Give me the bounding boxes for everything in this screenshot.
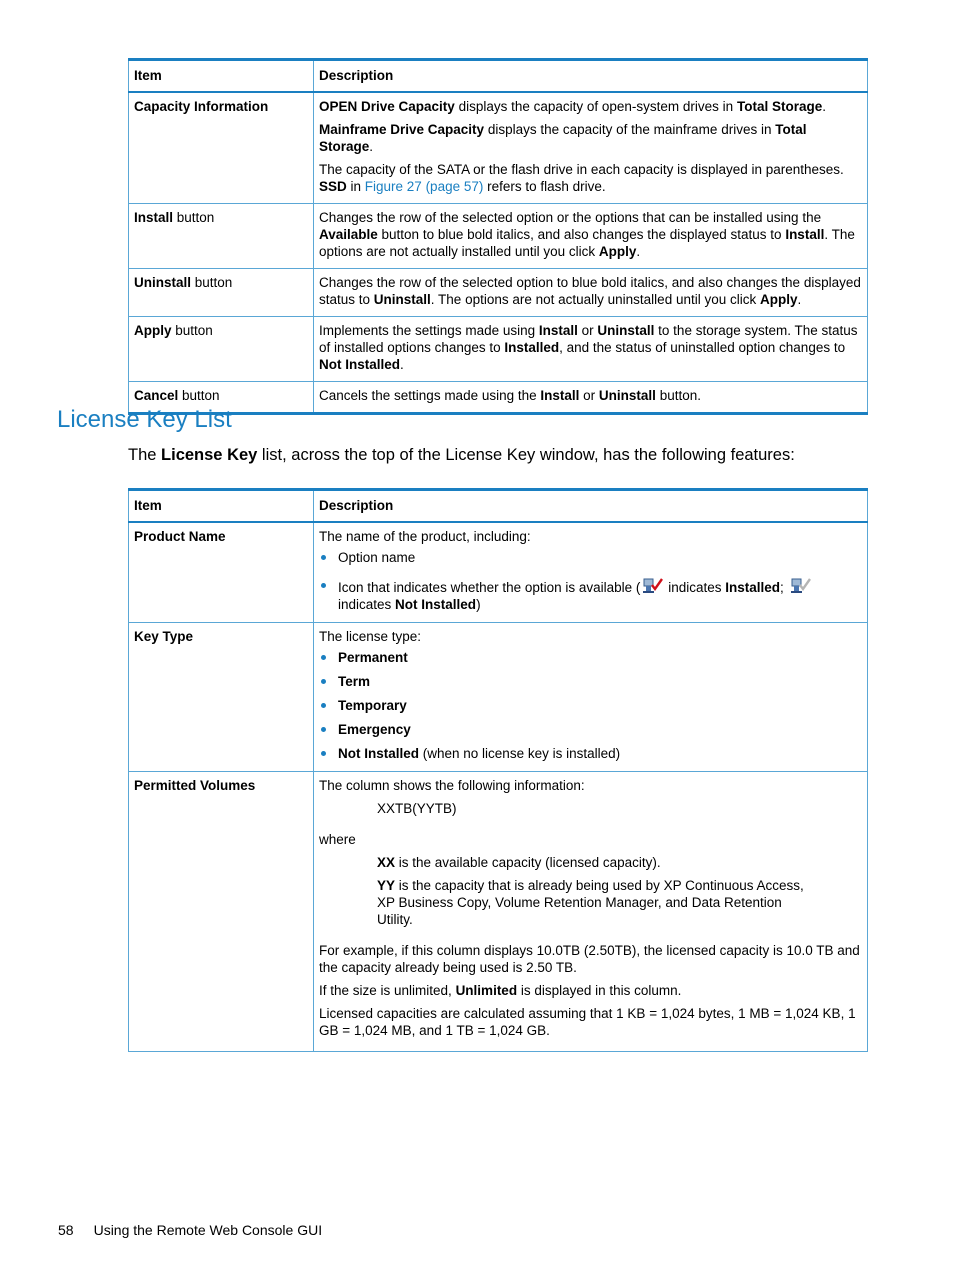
- header-item: Item: [129, 60, 314, 93]
- text: .: [400, 357, 404, 372]
- item-label: Cancel: [134, 388, 179, 403]
- text: If the size is unlimited,: [319, 983, 456, 998]
- text: .: [636, 244, 641, 259]
- text: list, across the top of the License Key window, has the following features:: [257, 446, 795, 464]
- term: Not Installed: [319, 357, 401, 372]
- term: Emergency: [338, 722, 411, 737]
- text: ;: [780, 580, 788, 595]
- text: or: [579, 388, 599, 403]
- description-paragraph: [319, 161, 862, 195]
- term: Mainframe Drive Capacity: [319, 122, 485, 137]
- term: Not Installed: [338, 746, 420, 761]
- text: .: [797, 292, 802, 307]
- text: button: [191, 275, 233, 290]
- term: Apply: [760, 292, 798, 307]
- term: Unlimited: [455, 983, 518, 998]
- description-cell: [314, 204, 868, 269]
- term: Term: [338, 674, 371, 689]
- definition-yy: [377, 877, 812, 928]
- text: Licensed capacities are calculated assuming that 1 KB = 1,024 bytes, 1 MB = 1,024 KB, 1 GB = 1,024 MB, and 1 TB = 1,024 GB.: [319, 1006, 856, 1038]
- text: The name of the product, including:: [319, 529, 531, 544]
- term: SSD: [319, 179, 347, 194]
- term: Installed: [504, 340, 560, 355]
- description-cell: [314, 269, 868, 317]
- description-cell: [314, 522, 868, 623]
- item-label: Product Name: [134, 529, 226, 544]
- item-label: Install: [134, 210, 174, 225]
- text: . The options are not actually installed until you click: [319, 227, 855, 259]
- text: Implements the settings made using: [319, 323, 539, 338]
- description-cell: [314, 382, 868, 414]
- list-item: [319, 745, 862, 762]
- item-label: Key Type: [134, 629, 194, 644]
- item-label: Apply: [134, 323, 172, 338]
- item-cell: [129, 204, 314, 269]
- table-row: [129, 382, 868, 414]
- header-description: Description: [314, 490, 868, 523]
- term: Uninstall: [598, 388, 656, 403]
- description-cell: [314, 92, 868, 204]
- license-key-table: [128, 488, 868, 1052]
- text: button.: [655, 388, 701, 403]
- term: Apply: [598, 244, 637, 259]
- term: Uninstall: [597, 323, 655, 338]
- figure-link[interactable]: Figure 27 (page 57): [364, 179, 484, 194]
- text: where: [319, 832, 356, 847]
- text: button: [178, 388, 220, 403]
- item-cell: [129, 269, 314, 317]
- description-cell: [314, 772, 868, 1052]
- options-table: [128, 58, 868, 415]
- bullet-list: [319, 649, 862, 762]
- text: indicates: [664, 580, 726, 595]
- term: License Key: [161, 446, 258, 464]
- item-cell: [129, 522, 314, 623]
- term: Available: [319, 227, 378, 242]
- term: Install: [785, 227, 825, 242]
- text: [319, 982, 862, 999]
- intro-paragraph: [128, 446, 795, 465]
- text: indicates: [338, 597, 396, 612]
- list-item: [319, 697, 862, 714]
- text: is displayed in this column.: [517, 983, 682, 998]
- term: Temporary: [338, 698, 407, 713]
- text: .: [822, 99, 826, 114]
- list-item: Option name: [319, 549, 862, 566]
- text: is the available capacity (licensed capacity).: [395, 855, 661, 870]
- table-row: [129, 623, 868, 772]
- text: button to blue bold italics, and also changes the displayed status to: [377, 227, 786, 242]
- item-label: Uninstall: [134, 275, 192, 290]
- table-row: [129, 317, 868, 382]
- text: displays the capacity of the mainframe drives in: [484, 122, 776, 137]
- page-footer: [58, 1222, 342, 1238]
- format-text: XXTB(YYTB): [377, 801, 457, 816]
- bullet-list: [319, 549, 862, 613]
- installed-icon: [641, 577, 663, 593]
- table-header-row: [129, 490, 868, 523]
- not-installed-icon: [789, 577, 811, 593]
- text: is the capacity that is already being used by XP Continuous Access, XP Business Copy, Volume Retention Manager, and Data Retention Utility.: [377, 878, 804, 927]
- item-cell: [129, 317, 314, 382]
- description-cell: [314, 317, 868, 382]
- description-cell: [314, 623, 868, 772]
- text: .: [369, 139, 374, 154]
- table-row: [129, 772, 868, 1052]
- term: Uninstall: [373, 292, 431, 307]
- text: The: [128, 446, 162, 464]
- text: in: [346, 179, 365, 194]
- table-row: [129, 204, 868, 269]
- text: Cancels the settings made using the: [319, 388, 541, 403]
- list-item: [319, 577, 862, 613]
- page-number: 58: [58, 1222, 74, 1238]
- term: Total Storage: [319, 122, 807, 154]
- table-row: [129, 92, 868, 204]
- term: Permanent: [338, 650, 408, 665]
- item-cell: [129, 623, 314, 772]
- description-paragraph: [319, 98, 862, 115]
- text: or: [577, 323, 598, 338]
- table-row: [129, 269, 868, 317]
- header-item: Item: [129, 490, 314, 523]
- text: ): [476, 597, 481, 612]
- term: Install: [540, 388, 580, 403]
- term: Install: [538, 323, 578, 338]
- table-row: [129, 522, 868, 623]
- text: The column shows the following information:: [319, 778, 585, 793]
- text: Changes the row of the selected option to blue bold italics, and also changes the displayed status to: [319, 275, 861, 307]
- definition-xx: [377, 854, 862, 871]
- term: YY: [377, 878, 396, 893]
- item-cell: [129, 92, 314, 204]
- text: Icon that indicates whether the option is available (: [338, 580, 641, 595]
- text: For example, if this column displays 10.0TB (2.50TB), the licensed capacity is 10.0 TB and the capacity already being used is 2.50 TB.: [319, 943, 860, 975]
- list-item: [319, 649, 862, 666]
- text: button: [173, 210, 215, 225]
- text: The capacity of the SATA or the flash drive in each capacity is displayed in parentheses.: [319, 162, 844, 177]
- term: Total Storage: [736, 99, 823, 114]
- text: The license type:: [319, 629, 422, 644]
- term: Installed: [725, 580, 780, 595]
- item-label: Capacity Information: [134, 99, 269, 114]
- text: Changes the row of the selected option or the options that can be installed using the: [319, 210, 822, 225]
- description-paragraph: [319, 121, 862, 155]
- term: OPEN Drive Capacity: [319, 99, 455, 114]
- text: refers to flash drive.: [483, 179, 606, 194]
- text: , and the status of uninstalled option changes to: [559, 340, 846, 355]
- list-item: [319, 673, 862, 690]
- term: Not Installed: [395, 597, 477, 612]
- header-description: Description: [314, 60, 868, 93]
- section-heading: License Key List: [57, 406, 232, 433]
- text: button: [171, 323, 213, 338]
- item-cell: [129, 772, 314, 1052]
- footer-title: Using the Remote Web Console GUI: [93, 1222, 323, 1238]
- text: displays the capacity of open-system drives in: [454, 99, 737, 114]
- term: XX: [377, 855, 396, 870]
- text: . The options are not actually uninstalled until you click: [430, 292, 760, 307]
- text: to the storage system. The status of installed options changes to: [319, 323, 858, 355]
- item-label: Permitted Volumes: [134, 778, 256, 793]
- text: (when no license key is installed): [419, 746, 621, 761]
- table-header-row: [129, 60, 868, 93]
- list-item: [319, 721, 862, 738]
